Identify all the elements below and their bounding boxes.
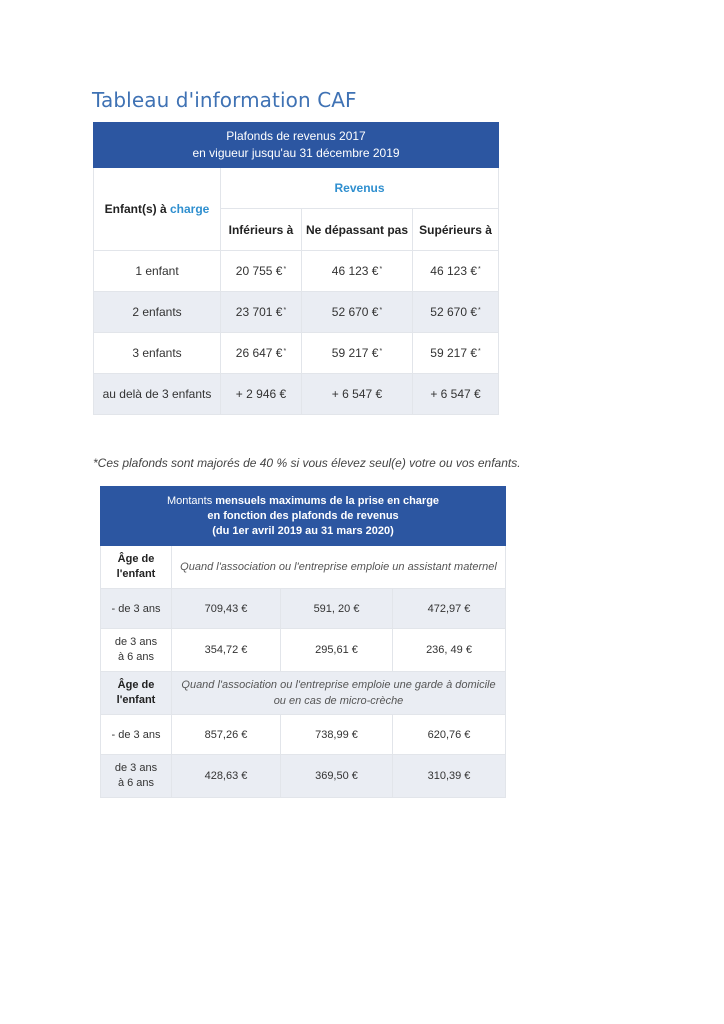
row-label: - de 3 ans <box>101 715 172 755</box>
cell-value: 20 755 €* <box>221 251 302 292</box>
cell-value: 295,61 € <box>281 629 393 672</box>
header-line-2: en vigueur jusqu'au 31 décembre 2019 <box>192 146 400 160</box>
income-ceiling-table-header <box>94 123 499 168</box>
age-column-header: Âge de l'enfant <box>101 672 172 715</box>
cell-value: 428,63 € <box>172 755 281 798</box>
age-column-header: Âge de l'enfant <box>101 546 172 589</box>
footnote: *Ces plafonds sont majorés de 40 % si vous élevez seul(e) votre ou vos enfants. <box>93 456 521 470</box>
cell-value: 738,99 € <box>281 715 393 755</box>
monthly-amounts-table-header: Montants mensuels maximums de la prise en charge en fonction des plafonds de revenus (du 1er avril 2019 au 31 mars 2020) <box>101 487 506 546</box>
row-label: de 3 ans à 6 ans <box>101 629 172 672</box>
table-row <box>94 251 499 292</box>
column-header-ne-depassant-pas: Ne dépassant pas <box>302 209 413 251</box>
cell-value: 857,26 € <box>172 715 281 755</box>
cell-value: 59 217 €* <box>413 333 499 374</box>
row-label: de 3 ans à 6 ans <box>101 755 172 798</box>
children-column-header: Enfant(s) à charge <box>94 168 221 251</box>
cell-value: 59 217 €* <box>302 333 413 374</box>
cell-value: 23 701 €* <box>221 292 302 333</box>
monthly-amounts-table <box>100 486 506 798</box>
cell-value: 310,39 € <box>393 755 506 798</box>
cell-value: 354,72 € <box>172 629 281 672</box>
row-label: 1 enfant <box>94 251 221 292</box>
page-title: Tableau d'information CAF <box>92 88 357 112</box>
table-row <box>94 292 499 333</box>
cell-value: 591, 20 € <box>281 589 393 629</box>
cell-value: 52 670 €* <box>413 292 499 333</box>
row-label: 3 enfants <box>94 333 221 374</box>
cell-value: 236, 49 € <box>393 629 506 672</box>
cell-value: + 6 547 € <box>302 374 413 415</box>
cell-value: 52 670 €* <box>302 292 413 333</box>
cell-value: 472,97 € <box>393 589 506 629</box>
cell-value: 620,76 € <box>393 715 506 755</box>
income-ceiling-table <box>93 122 499 415</box>
cell-value: + 2 946 € <box>221 374 302 415</box>
cell-value: + 6 547 € <box>413 374 499 415</box>
table-row <box>101 589 506 629</box>
table-row <box>94 374 499 415</box>
row-label: au delà de 3 enfants <box>94 374 221 415</box>
section-a-description: Quand l'association ou l'entreprise emploie un assistant maternel <box>172 546 506 589</box>
charge-accent: charge <box>169 202 210 216</box>
cell-value: 26 647 €* <box>221 333 302 374</box>
table-row <box>101 629 506 672</box>
cell-value: 46 123 €* <box>413 251 499 292</box>
row-label: 2 enfants <box>94 292 221 333</box>
column-header-superieurs: Supérieurs à <box>413 209 499 251</box>
revenus-header: Revenus <box>221 168 499 209</box>
cell-value: 709,43 € <box>172 589 281 629</box>
section-b-description: Quand l'association ou l'entreprise emploie une garde à domicile ou en cas de micro-crèche <box>172 672 506 715</box>
table-row <box>101 715 506 755</box>
cell-value: 46 123 €* <box>302 251 413 292</box>
row-label: - de 3 ans <box>101 589 172 629</box>
table-row <box>94 333 499 374</box>
header-line-1: Plafonds de revenus 2017 <box>226 129 366 143</box>
cell-value: 369,50 € <box>281 755 393 798</box>
table-row <box>101 755 506 798</box>
column-header-inferieurs: Inférieurs à <box>221 209 302 251</box>
